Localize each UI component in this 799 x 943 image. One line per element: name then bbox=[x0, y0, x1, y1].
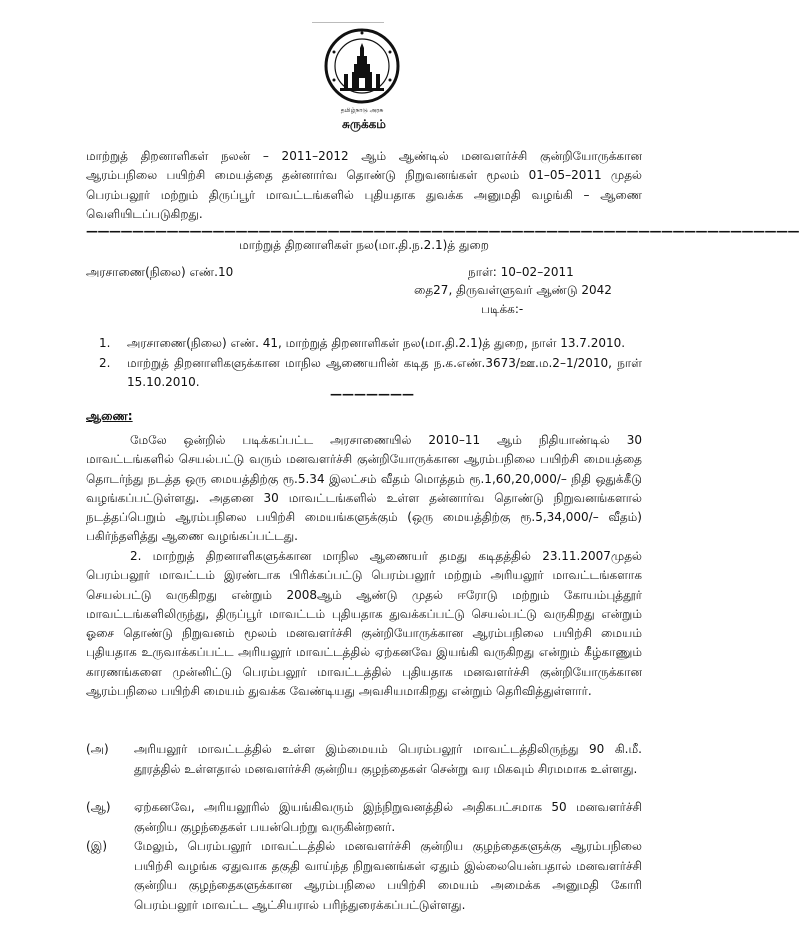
point-text: ஏற்கனவே, அரியலூரில் இயங்கிவரும் இந்நிறுவனத்தில் அதிகபட்சமாக 50 மனவளர்ச்சி குன்றிய குழந்தைகள் பயன்பெற்று வருகின்றனர். bbox=[134, 800, 642, 834]
order-paragraph-1-text: மேலே ஒன்றில் படிக்கப்பட்ட அரசாணையில் 2010–11 ஆம் நிதியாண்டில் 30 மாவட்டங்களில் செயல்பட்டு வரும் மனவளர்ச்சி குன்றியோருக்கான ஆரம்பநிலை பயிற்சி மையத்தை தொடர்ந்து நடத்த ஒரு மையத்திற்கு ரூ.5.34 இலட்சம் வீதம் மொத்தம் ரூ.1,60,20,000/– நிதி ஒதுக்கீடு வழங்கப்பட்டுள்ளது. அதனை 30 மாவட்டங்களில் உள்ள தன்னார்வ தொண்டு நிறுவனங்களால் நடத்தப்பெறும் ஆரம்பநிலை பயிற்சி மையங்களுக்கும் (ஒரு மையத்திற்கு ரூ.5,34,000/– வீதம்) பகிர்ந்தளித்து ஆணை வழங்கப்பட்டது. bbox=[86, 433, 642, 544]
tamil-date: தை27, திருவள்ளுவர் ஆண்டு 2042 bbox=[414, 283, 612, 297]
subject-paragraph: மாற்றுத் திறனாளிகள் நலன் – 2011–2012 ஆம் ஆண்டில் மனவளர்ச்சி குன்றியோருக்கான ஆரம்பநிலை பயிற்சி மையத்தை தன்னார்வ தொண்டு நிறுவனங்கள் மூலம் 01–05–2011 முதல் பெரம்பலூர் மற்றும் திருப்பூர் மாவட்டங்களில் புதியதாக துவக்க அனுமதி வழங்கி – ஆணை வெளியிடப்படுகிறது. bbox=[86, 149, 642, 221]
go-date: நாள்: 10–02–2011 bbox=[468, 265, 574, 279]
read-label: படிக்க:- bbox=[481, 302, 524, 316]
point-marker: (அ) bbox=[86, 742, 109, 756]
tamil-nadu-emblem-icon bbox=[322, 26, 402, 118]
point-text: மேலும், பெரம்பலூர் மாவட்டத்தில் மனவளர்ச்சி குன்றிய குழந்தைகளுக்கு ஆரம்பநிலை பயிற்சி வழங்க ஏதுவாக தகுதி வாய்ந்த நிறுவனங்கள் ஏதும் இல்லையென்பதால் மனவளர்ச்சி குன்றிய குழந்தைகளுக்கான ஆரம்பநிலை பயிற்சி மையம் அமைக்க அனுமதி கோரி பெரம்பலூர் மாவட்ட ஆட்சியரால் பரிந்துரைக்கப்பட்டுள்ளது. bbox=[134, 839, 642, 912]
order-paragraph-2-text: 2. மாற்றுத் திறனாளிகளுக்கான மாநில ஆணையர் தமது கடிதத்தில் 23.11.2007முதல் பெரம்பலூர் மாவட்டம் இரண்டாக பிரிக்கப்பட்டு பெரம்பலூர் மற்றும் அரியலூர் மாவட்டங்களாக செயல்பட்டு வருகிறது என்றும் 2008ஆம் ஆண்டு முதல் ஈரோடு மற்றும் கோயம்புத்தூர் மாவட்டங்களிலிருந்து, திருப்பூர் மாவட்டம் புதியதாக துவக்கப்பட்டு செயல்பட்டு வருகிறது என்றும் ஓசை தொண்டு நிறுவனம் மூலம் மனவளர்ச்சி குன்றியோருக்கான ஆரம்பநிலை பயிற்சி மையம் புதியதாக உருவாக்கப்பட்ட அரியலூர் மாவட்டத்தில் ஏற்கனவே இயங்கி வருகிறது என்றும் கீழ்காணும் காரணங்களை முன்னிட்டு பெரம்பலூர் மாவட்டத்தில் புதியதாக மனவளர்ச்சி குன்றியோருக்கான ஆரம்பநிலை பயிற்சி மையம் துவக்க வேண்டியது அவசியமாகிறது என்றும் தெரிவித்துள்ளார். bbox=[86, 549, 642, 699]
point-marker: (இ) bbox=[86, 839, 108, 853]
point-marker: (ஆ) bbox=[86, 800, 111, 814]
point-text: அரியலூர் மாவட்டத்தில் உள்ள இம்மையம் பெரம்பலூர் மாவட்டத்திலிருந்து 90 கி.மீ. தூரத்தில் உள்ளதால் மனவளர்ச்சி குன்றிய குழந்தைகள் சென்று வர மிகவும் சிரமமாக உள்ளது. bbox=[134, 742, 642, 776]
go-number: அரசாணை(நிலை) எண்.10 bbox=[86, 265, 234, 279]
department-line: மாற்றுத் திறனாளிகள் நல(மா.தி.ந.2.1)த் துறை bbox=[239, 238, 489, 252]
emblem-text: தமிழ்நாடு அரசு bbox=[340, 107, 384, 114]
reference-text: அரசாணை(நிலை) எண். 41, மாற்றுத் திறனாளிகள் நல(மா.தி.2.1)த் துறை, நாள் 13.7.2010. bbox=[127, 336, 626, 350]
reference-number: 1. bbox=[99, 336, 111, 350]
top-rule bbox=[312, 22, 384, 23]
order-paragraph-1 bbox=[86, 431, 642, 547]
short-rule: ——————— bbox=[330, 387, 414, 401]
separator-line: —————————————————————————————————————————————————————————————— bbox=[86, 224, 799, 238]
order-heading: ஆணை: bbox=[86, 409, 133, 423]
reference-number: 2. bbox=[99, 356, 111, 370]
order-paragraph-2 bbox=[86, 547, 642, 701]
abstract-heading: சுருக்கம் bbox=[342, 117, 386, 131]
reference-text: மாற்றுத் திறனாளிகளுக்கான மாநில ஆணையரின் கடித ந.க.எண்.3673/ஊ.ம.2–1/2010, நாள் 15.10.2010. bbox=[127, 356, 642, 389]
